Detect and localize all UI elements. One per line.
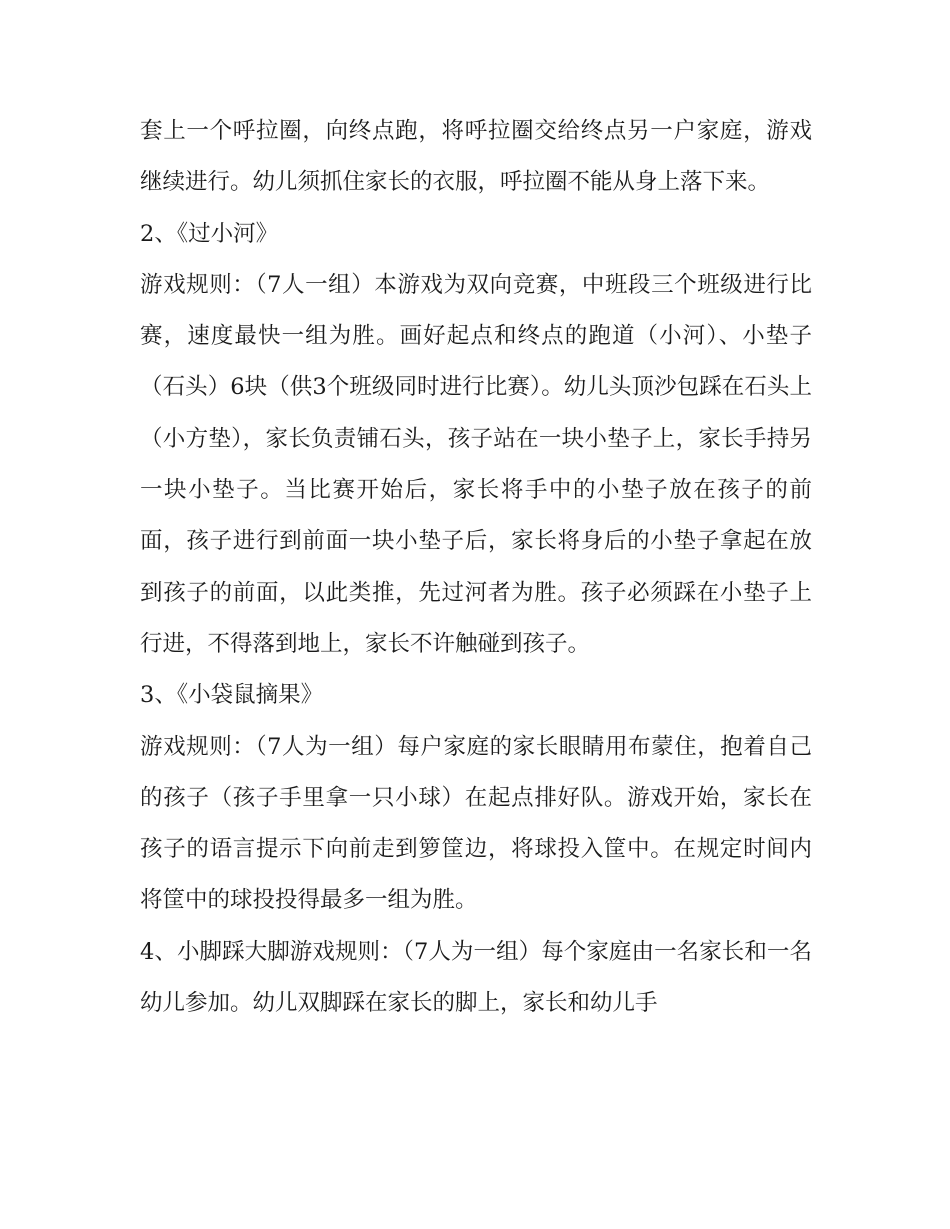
paragraph-game-4-rules: 4、小脚踩大脚游戏规则：（7人为一组）每个家庭由一名家长和一名幼儿参加。幼儿双脚踩在家长的脚上，家长和幼儿手 <box>140 938 812 1017</box>
paragraph-relay-rules-continued: 套上一个呼拉圈，向终点跑，将呼拉圈交给终点另一户家庭，游戏继续进行。幼儿须抓住家长的衣服，呼拉圈不能从身上落下来。 <box>140 118 812 196</box>
heading-game-2: 2、《过小河》 <box>140 220 279 247</box>
paragraph-game-2-rules: 游戏规则：（7人一组）本游戏为双向竞赛，中班段三个班级进行比赛，速度最快一组为胜。画好起点和终点的跑道（小河）、小垫子（石头）6块（供3个班级同时进行比赛）。幼儿头顶沙包踩在石头上（小方垫），家长负责铺石头，孩子站在一块小垫子上，家长手持另一块小垫子。当比赛开始后，家长将手中的小垫子放在孩子的前面，孩子进行到前面一块小垫子后，家长将身后的小垫子拿起在放到孩子的前面，以此类推，先过河者为胜。孩子必须踩在小垫子上行进，不得落到地上，家长不许触碰到孩子。 <box>140 271 812 657</box>
document-body <box>140 106 812 1029</box>
heading-game-3: 3、《小袋鼠摘果》 <box>140 682 324 709</box>
paragraph-game-3-rules: 游戏规则：（7人为一组）每户家庭的家长眼睛用布蒙住，抱着自己的孩子（孩子手里拿一只小球）在起点排好队。游戏开始，家长在孩子的语言提示下向前走到箩筐边，将球投入筐中。在规定时间内将筐中的球投投得最多一组为胜。 <box>140 733 812 914</box>
